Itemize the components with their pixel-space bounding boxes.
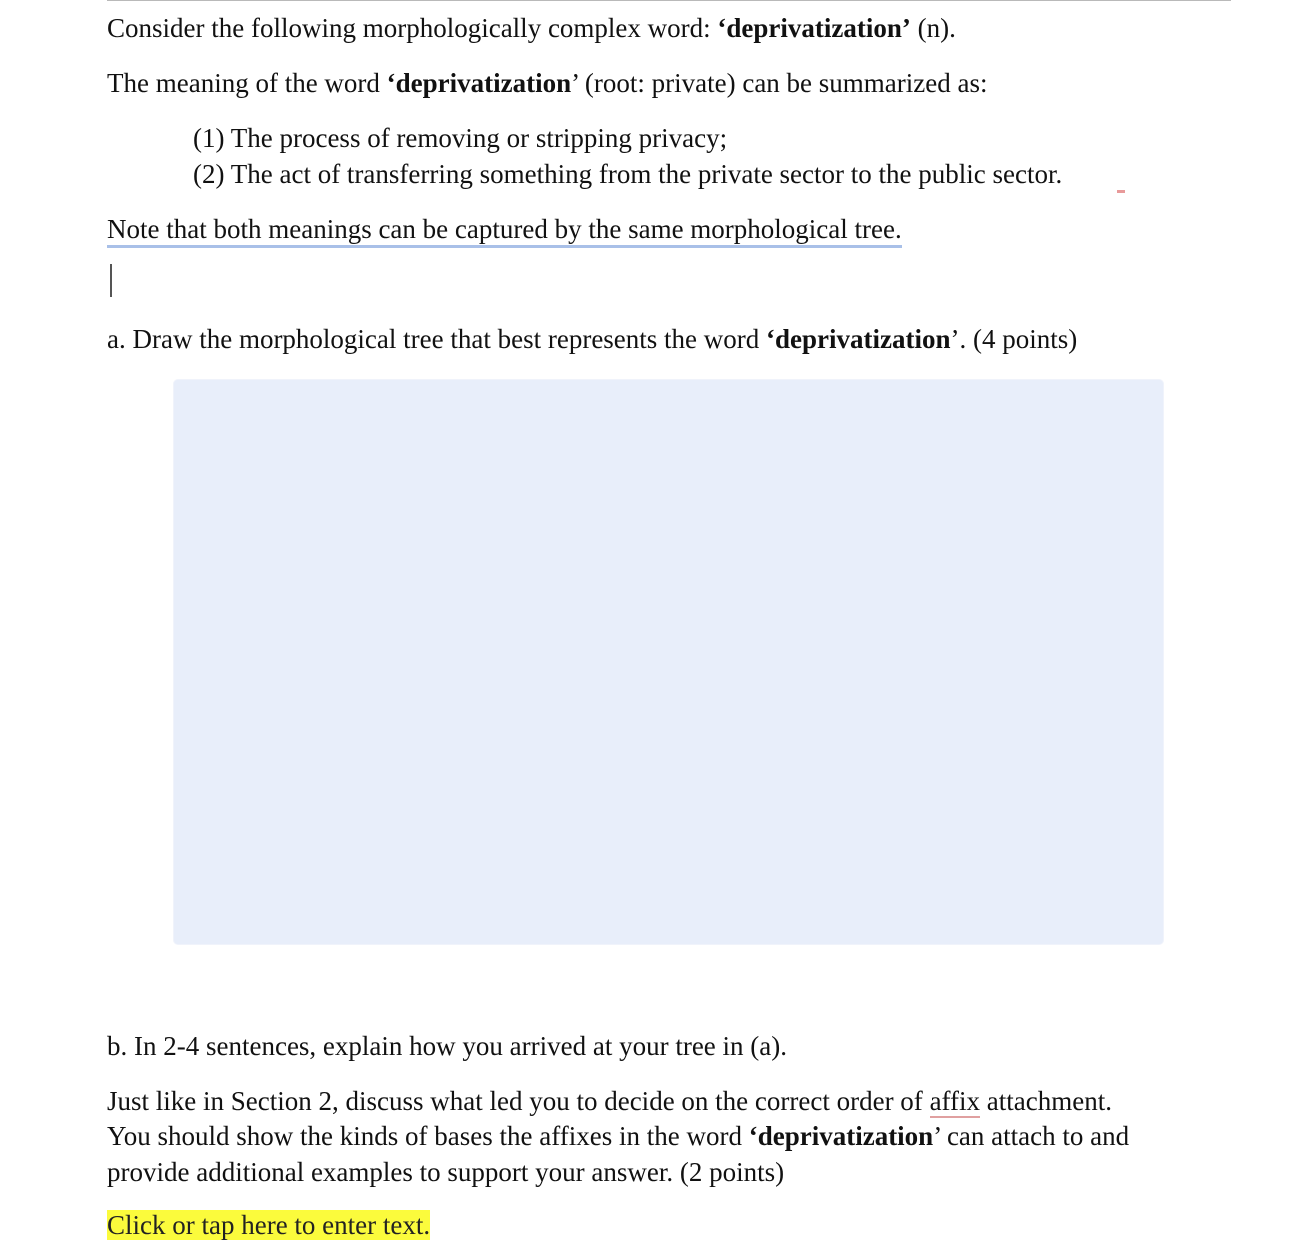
question-b-text-2-end: ’ can attach to and (933, 1121, 1130, 1151)
spellcheck-marker (1117, 190, 1125, 193)
intro-word-bold: ‘deprivatization’ (717, 13, 911, 43)
question-b: b. In 2-4 sentences, explain how you arrived at your tree in (a). (107, 1031, 788, 1061)
tree-drawing-area[interactable] (174, 380, 1163, 944)
question-a-word-bold: ‘deprivatization (766, 324, 951, 354)
page-top-border (107, 0, 1231, 1)
answer-field[interactable] (107, 1208, 430, 1242)
intro-sentence (107, 11, 956, 45)
text-cursor (110, 264, 112, 297)
question-b-text-2: You should show the kinds of bases the affixes in the word (107, 1121, 749, 1151)
affix-word: affix (929, 1086, 981, 1116)
definition-2: (2) The act of transferring something from the private sector to the public sector. (193, 159, 1063, 189)
definition-1: (1) The process of removing or stripping privacy; (193, 123, 728, 153)
question-b-paragraph-line2 (107, 1119, 1129, 1153)
question-a-points: ’. (4 points) (950, 324, 1078, 354)
question-b-word-bold: ‘deprivatization (748, 1121, 934, 1151)
answer-placeholder[interactable]: Click or tap here to enter text. (107, 1210, 431, 1240)
note-text: Note that both meanings can be captured by the same morphological tree. (107, 214, 902, 248)
meaning-word-bold: ‘deprivatization (386, 68, 572, 98)
question-b-text-1-end: attachment. (980, 1086, 1112, 1116)
question-b-paragraph-line3: provide additional examples to support your answer. (2 points) (107, 1157, 785, 1187)
intro-text: Consider the following morphologically complex word: (107, 13, 718, 43)
meaning-sentence (107, 66, 987, 100)
meaning-text: The meaning of the word (107, 68, 387, 98)
note-sentence (107, 212, 902, 246)
intro-pos-text: (n). (910, 13, 956, 43)
question-a (107, 322, 1077, 356)
question-b-text-1: Just like in Section 2, discuss what led you to decide on the correct order of (107, 1086, 930, 1116)
question-a-text: a. Draw the morphological tree that best represents the word (107, 324, 767, 354)
question-b-paragraph-line1 (107, 1084, 1112, 1118)
meaning-root-text: ’ (root: private) can be summarized as: (571, 68, 988, 98)
